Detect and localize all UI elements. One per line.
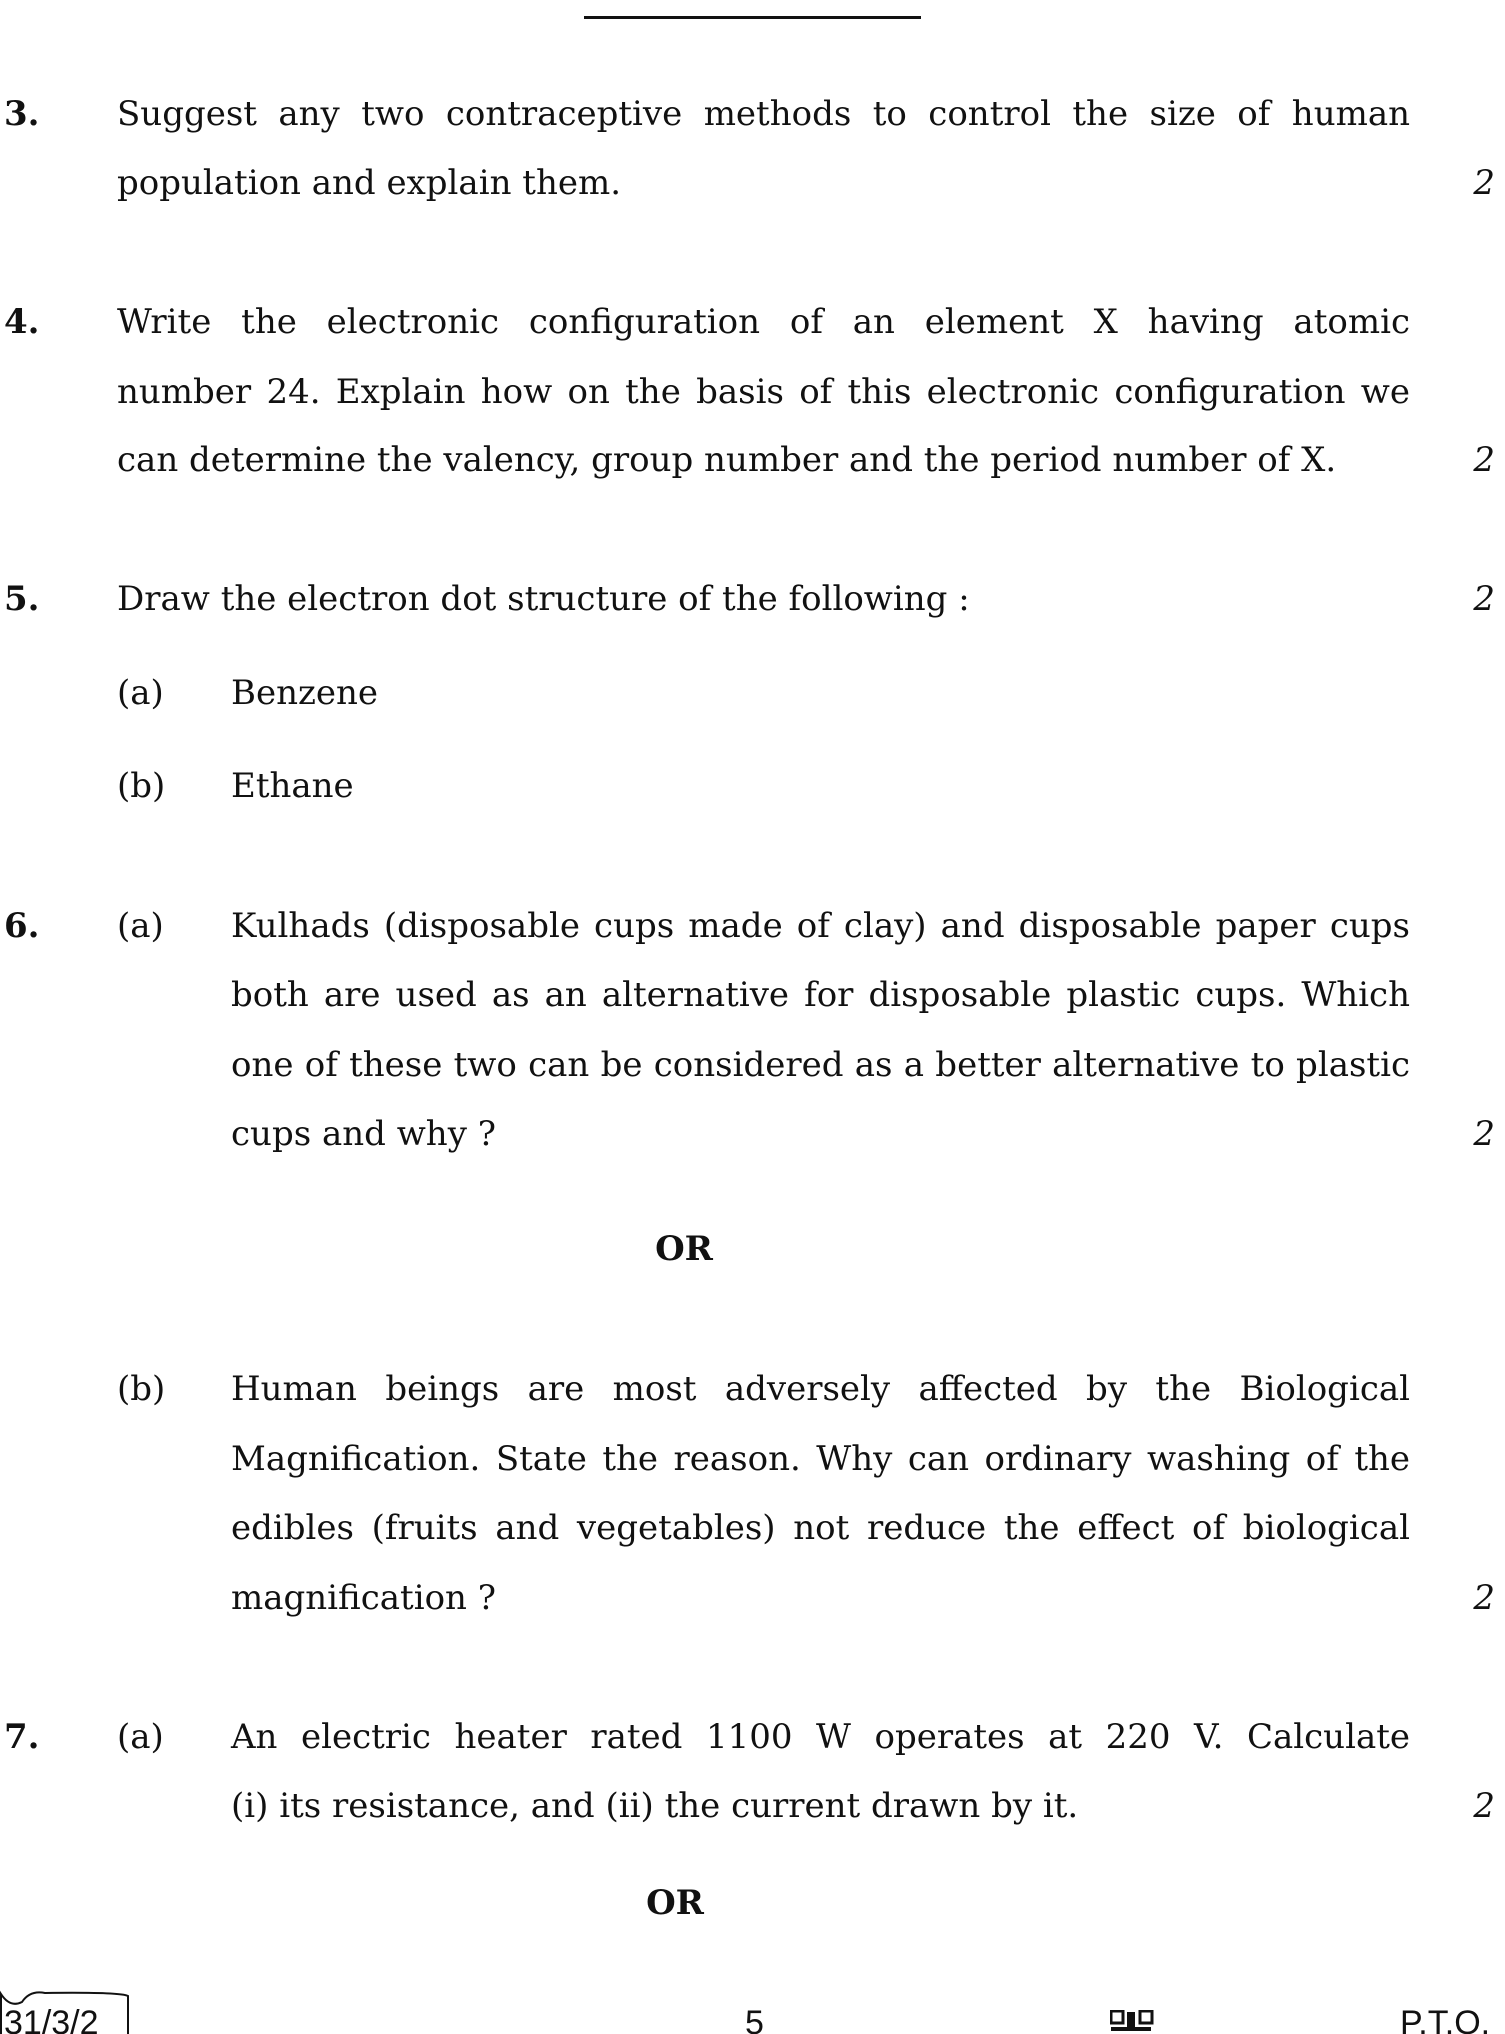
question-6a-marks: 2 bbox=[1473, 1114, 1495, 1154]
part-label: (b) bbox=[117, 1369, 166, 1409]
question-4-line: Write the electronic configuration of an element X having atomic bbox=[117, 302, 1410, 342]
part-label: (a) bbox=[117, 673, 164, 713]
question-4-line: can determine the valency, group number and the period number of X. bbox=[117, 440, 1337, 480]
question-6b-line: magnification ? bbox=[231, 1578, 496, 1618]
question-6a-line: both are used as an alternative for disposable plastic cups. Which bbox=[231, 975, 1410, 1015]
question-3-marks: 2 bbox=[1473, 163, 1495, 203]
question-6b-marks: 2 bbox=[1473, 1578, 1495, 1618]
part-label: (a) bbox=[117, 1717, 164, 1757]
part-text: Benzene bbox=[231, 673, 379, 713]
question-3-line: Suggest any two contraceptive methods to control the size of human bbox=[117, 94, 1410, 134]
question-4-number: 4. bbox=[4, 302, 40, 342]
question-6a-line: Kulhads (disposable cups made of clay) and disposable paper cups bbox=[231, 906, 1410, 946]
part-label: (b) bbox=[117, 766, 166, 806]
question-4-marks: 2 bbox=[1473, 440, 1495, 480]
question-4-line: number 24. Explain how on the basis of this electronic configuration we bbox=[117, 372, 1410, 412]
question-7a-line: (i) its resistance, and (ii) the current drawn by it. bbox=[231, 1786, 1079, 1826]
question-6a-line: cups and why ? bbox=[231, 1114, 496, 1154]
top-rule bbox=[584, 16, 921, 19]
question-6a-line: one of these two can be considered as a better alternative to plastic bbox=[231, 1045, 1410, 1085]
question-5-number: 5. bbox=[4, 579, 40, 619]
question-3-number: 3. bbox=[4, 94, 40, 134]
qr-code-icon bbox=[1110, 2010, 1156, 2034]
or-separator: OR bbox=[655, 1229, 713, 1269]
question-7a-marks: 2 bbox=[1473, 1786, 1495, 1826]
question-5-marks: 2 bbox=[1473, 579, 1495, 619]
part-text: Ethane bbox=[231, 766, 354, 806]
question-7a-line: An electric heater rated 1100 W operates at 220 V. Calculate bbox=[231, 1717, 1410, 1757]
pto-label: P.T.O. bbox=[1400, 2004, 1491, 2034]
page-number: 5 bbox=[745, 2004, 764, 2034]
question-6b-line: edibles (fruits and vegetables) not reduce the effect of biological bbox=[231, 1508, 1410, 1548]
question-6-number: 6. bbox=[4, 906, 40, 946]
question-5-line: Draw the electron dot structure of the following : bbox=[117, 579, 970, 619]
or-separator: OR bbox=[646, 1883, 704, 1923]
paper-code: 31/3/2 bbox=[4, 2004, 99, 2034]
question-3-line: population and explain them. bbox=[117, 163, 622, 203]
question-6b-line: Magnification. State the reason. Why can ordinary washing of the bbox=[231, 1439, 1410, 1479]
part-label: (a) bbox=[117, 906, 164, 946]
question-7-number: 7. bbox=[4, 1717, 40, 1757]
question-6b-line: Human beings are most adversely affected by the Biological bbox=[231, 1369, 1410, 1409]
